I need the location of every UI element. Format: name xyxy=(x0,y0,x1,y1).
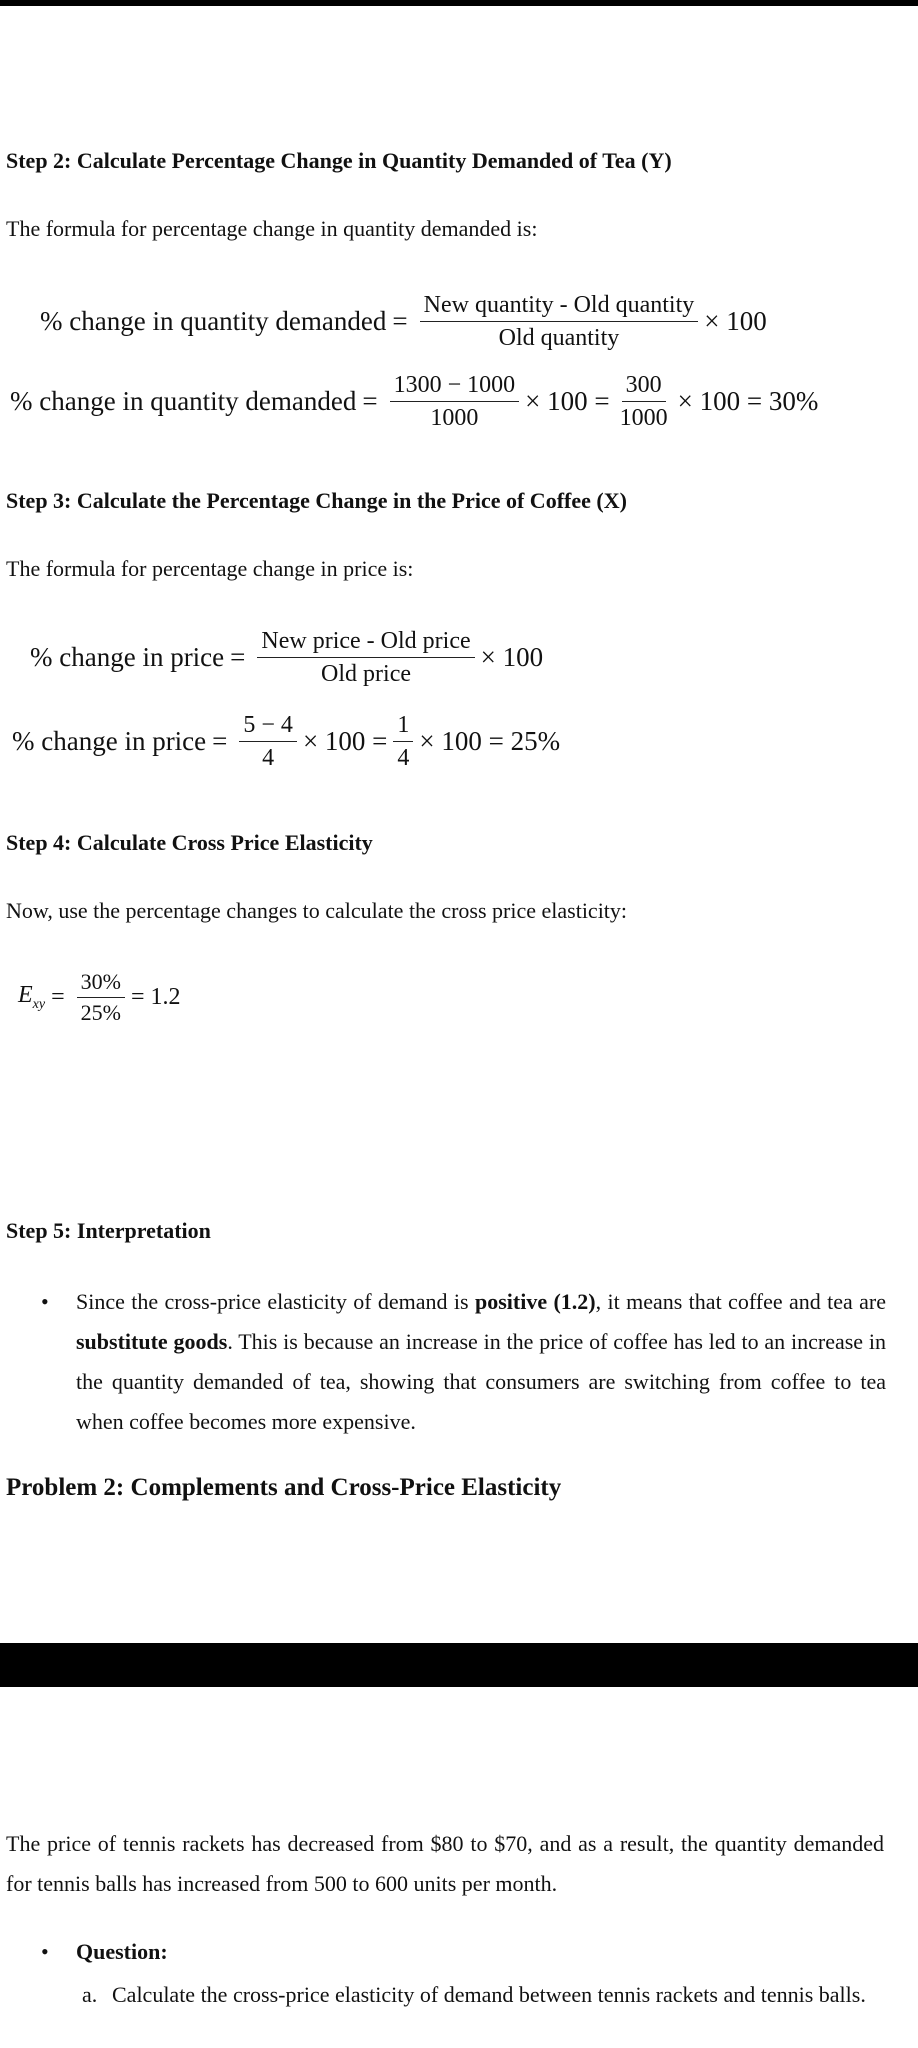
fraction-2 xyxy=(393,712,413,772)
bold-text: substitute goods xyxy=(76,1329,228,1354)
formula-tail: × 100 xyxy=(480,642,544,673)
bold-text: positive (1.2) xyxy=(474,1289,596,1314)
sub-question-label: a. xyxy=(82,1982,98,2007)
step2-heading: Step 2: Calculate Percentage Change in Quantity Demanded of Tea (Y) xyxy=(6,148,672,173)
numerator: New quantity - Old quantity xyxy=(420,292,699,322)
fraction xyxy=(77,970,125,1025)
question-label: Question: xyxy=(76,1939,168,1964)
step2-intro: The formula for percentage change in quantity demanded is: xyxy=(6,216,538,241)
numerator: 300 xyxy=(622,372,666,402)
denominator: 4 xyxy=(262,745,275,772)
calc-lhs: % change in price xyxy=(12,726,207,757)
calc-middle: × 100 = xyxy=(525,386,610,417)
step2-formula xyxy=(40,292,767,352)
problem2-heading: Problem 2: Complements and Cross-Price Elasticity xyxy=(6,1474,562,1501)
numerator: 5 − 4 xyxy=(239,712,297,742)
step2-calculation xyxy=(10,372,818,432)
denominator: 25% xyxy=(80,1000,121,1026)
top-black-bar xyxy=(0,0,918,6)
denominator: Old quantity xyxy=(498,325,620,352)
equals-sign: = xyxy=(392,306,408,337)
calc-result: × 100 = 30% xyxy=(677,386,819,417)
equals-sign: = xyxy=(230,642,246,673)
numerator: 30% xyxy=(77,970,125,998)
formula-tail: × 100 xyxy=(704,306,767,337)
denominator: 1000 xyxy=(619,405,668,432)
symbol-main: E xyxy=(18,982,33,1009)
calc-result: × 100 = 25% xyxy=(419,726,561,757)
equals-sign: = xyxy=(212,726,228,757)
denominator: Old price xyxy=(321,661,411,688)
sub-question-a xyxy=(82,1976,882,2014)
fraction xyxy=(257,628,474,688)
elasticity-symbol xyxy=(18,982,45,1013)
equals-sign: = xyxy=(51,984,65,1011)
step4-formula xyxy=(18,970,181,1025)
fraction xyxy=(420,292,699,352)
question-list xyxy=(36,1932,886,1972)
formula-lhs: % change in price xyxy=(30,642,225,673)
calc-middle: × 100 = xyxy=(302,726,388,757)
fraction-1 xyxy=(390,372,520,432)
denominator: 1000 xyxy=(430,405,479,432)
text-run: . This is because an increase in the price of coffee has led to an increase in the quantity demanded of tea, showing that consumers are switching from coffee to tea when coffee becomes more expensive. xyxy=(76,1329,886,1434)
numerator: 1300 − 1000 xyxy=(390,372,520,402)
list-item xyxy=(36,1932,886,1972)
fraction-1 xyxy=(239,712,297,772)
step4-intro: Now, use the percentage changes to calculate the cross price elasticity: xyxy=(6,898,628,923)
step3-heading: Step 3: Calculate the Percentage Change in the Price of Coffee (X) xyxy=(6,488,627,513)
fraction-2 xyxy=(616,372,672,432)
bullet-icon: • xyxy=(41,1939,49,1964)
sub-question-text: Calculate the cross-price elasticity of demand between tennis rackets and tennis balls. xyxy=(112,1982,866,2007)
equals-sign: = xyxy=(362,386,378,417)
list-item xyxy=(36,1282,886,1442)
text-run: Since the cross-price elasticity of demand is xyxy=(76,1289,475,1314)
numerator: 1 xyxy=(393,712,413,742)
bullet-icon: • xyxy=(41,1289,49,1314)
symbol-subscript: xy xyxy=(32,997,46,1013)
step3-calculation xyxy=(12,712,560,772)
step5-bullet-list xyxy=(36,1282,886,1442)
text-run: , it means that coffee and tea are xyxy=(595,1289,886,1314)
denominator: 4 xyxy=(397,745,410,772)
formula-result: = 1.2 xyxy=(130,984,181,1011)
step3-formula xyxy=(30,628,543,688)
formula-lhs: % change in quantity demanded xyxy=(40,306,387,337)
numerator: New price - Old price xyxy=(257,628,474,658)
step4-heading: Step 4: Calculate Cross Price Elasticity xyxy=(6,830,373,855)
step5-heading: Step 5: Interpretation xyxy=(6,1218,211,1243)
problem2-text: The price of tennis rackets has decreased from $80 to $70, and as a result, the quantity demanded for tennis balls has increased from 500 to 600 units per month. xyxy=(6,1831,884,1896)
calc-lhs: % change in quantity demanded xyxy=(10,386,357,417)
step3-intro: The formula for percentage change in price is: xyxy=(6,556,414,581)
separator-black-bar xyxy=(0,1643,918,1687)
